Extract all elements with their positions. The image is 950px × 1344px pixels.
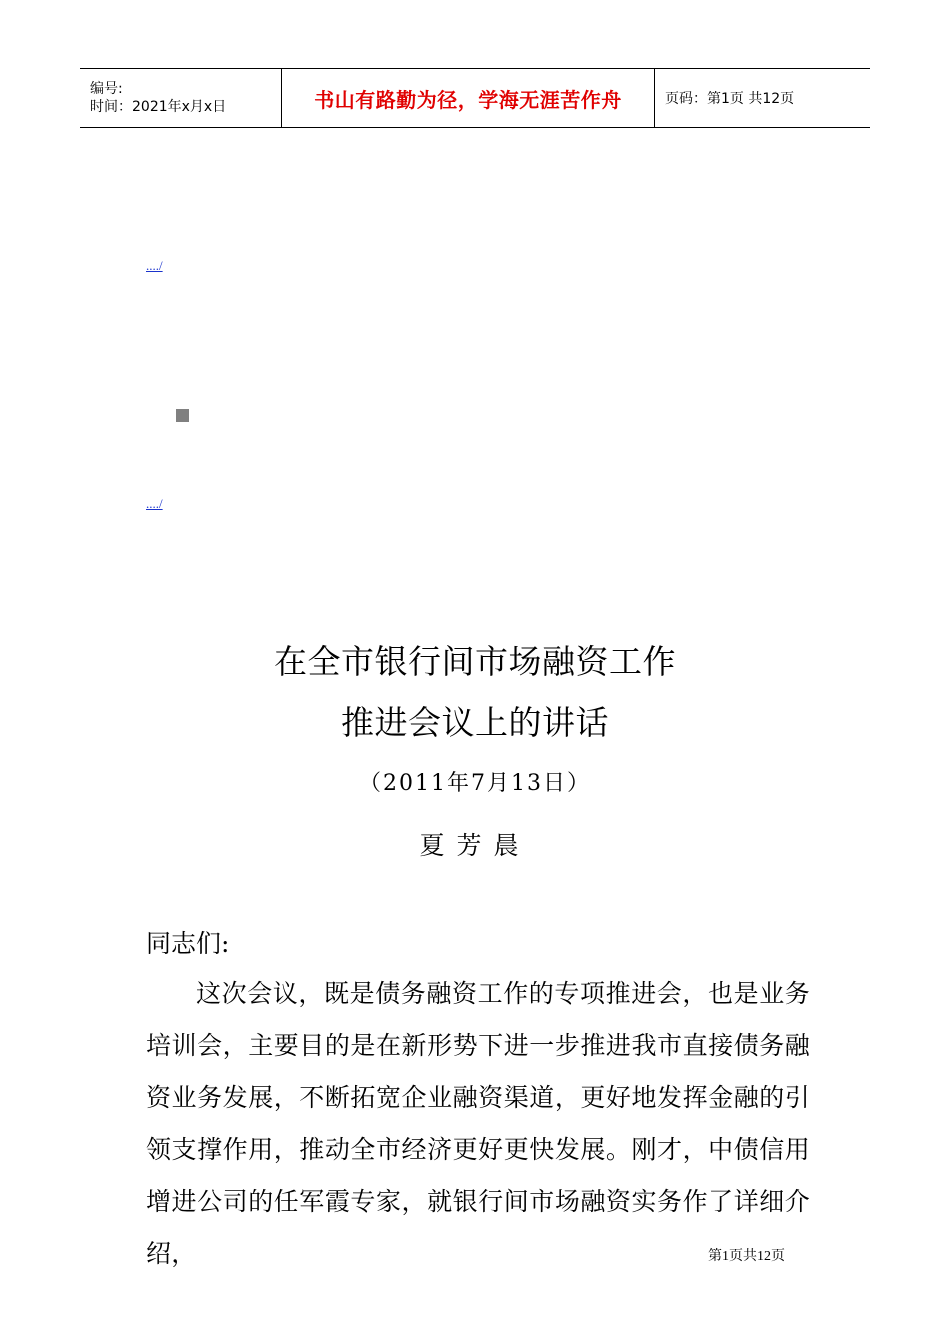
link-second[interactable]: ..../ — [146, 496, 163, 511]
number-label: 编号: — [90, 81, 123, 97]
footer-page-info: 第1页共12页 — [708, 1249, 785, 1264]
document-header — [80, 68, 870, 128]
square-bullet-icon — [176, 409, 189, 422]
header-info-cell — [80, 69, 282, 127]
header-page-label: 页码：第1页 共12页 — [665, 91, 795, 107]
salutation: 同志们: — [146, 929, 230, 958]
speech-date: （2011年7月13日） — [359, 771, 591, 796]
title-line-1: 在全市银行间市场融资工作 — [274, 642, 676, 681]
title-line-2: 推进会议上的讲话 — [341, 703, 609, 742]
header-motto: 书山有路勤为径，学海无涯苦作舟 — [282, 69, 655, 127]
link-first[interactable]: ..../ — [146, 258, 163, 273]
author-name: 夏芳晨 — [419, 831, 531, 860]
body-paragraph: 这次会议，既是债务融资工作的专项推进会，也是业务培训会，主要目的是在新形势下进一步推进我市直接债务融资业务发展，不断拓宽企业融资渠道，更好地发挥金融的引领支撑作用，推动全市经济更好更快发展。刚才，中债信用增进公司的任军霞专家，就银行间市场融资实务作了详细介绍， — [146, 979, 810, 1268]
time-label: 时间：2021年x月x日 — [90, 99, 227, 115]
